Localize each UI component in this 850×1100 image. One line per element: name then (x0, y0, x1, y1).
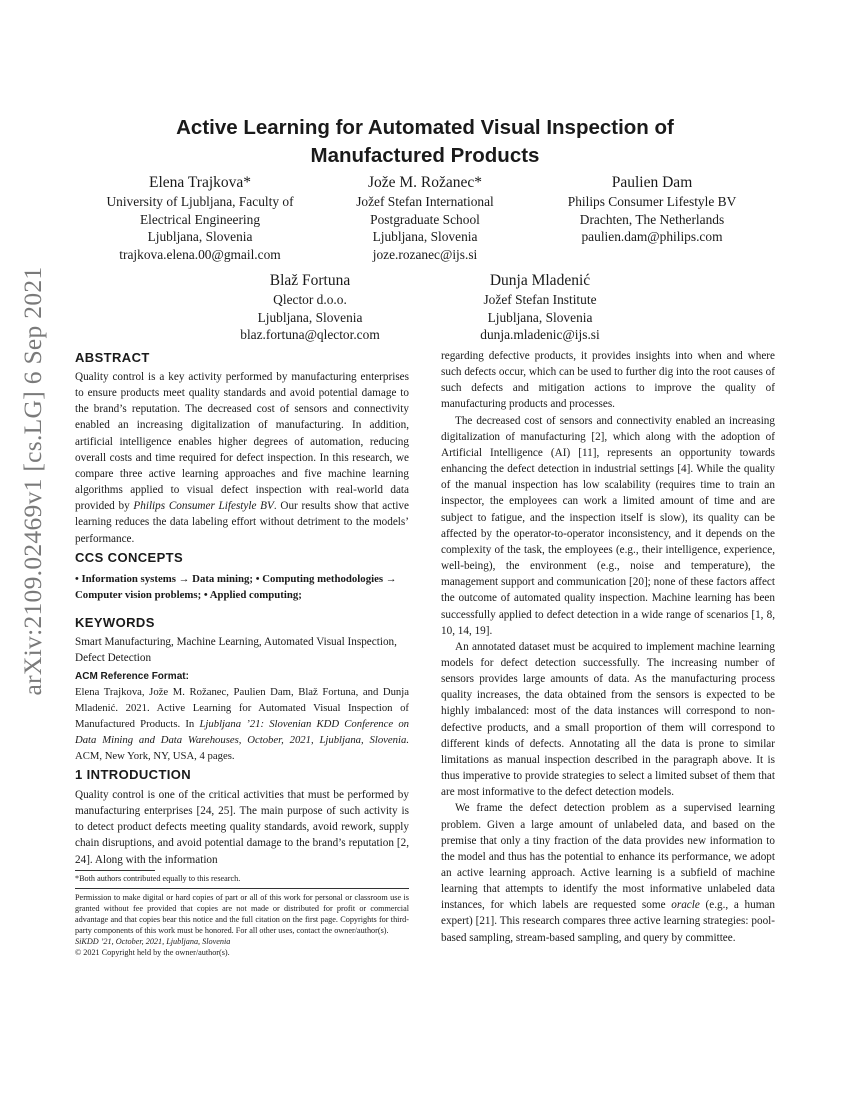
venue-line: SiKDD ’21, October, 2021, Ljubljana, Slovenia (75, 937, 231, 946)
equal-contribution-footnote: *Both authors contributed equally to this research. (75, 874, 241, 883)
footnote-rule (75, 870, 155, 871)
permission-notice (75, 892, 409, 958)
author-location: Drachten, The Netherlands (579, 211, 725, 227)
introduction-section (75, 767, 409, 868)
introduction-heading: 1 INTRODUCTION (75, 767, 192, 782)
author-name: Jože M. Rožanec* (367, 174, 483, 191)
introduction-continued (441, 348, 775, 946)
author-block-4 (200, 271, 420, 344)
author-location: Ljubljana, Slovenia (372, 229, 478, 244)
title-line-1: Active Learning for Automated Visual Inspection of (176, 116, 674, 139)
keywords-text: Smart Manufacturing, Machine Learning, Automated Visual Inspection, Defect Detection (75, 636, 397, 665)
arxiv-identifier-text: arXiv:2109.02469v1 [cs.LG] 6 Sep 2021 (18, 266, 47, 696)
author-block-1 (80, 173, 320, 263)
permission-text: Permission to make digital or hard copies of part or all of this work for personal or classroom use is granted without fee provided that copies are not made or distributed for profit or commercial advantage and that copies bear this notice and the full citation on the first page. Copyrights for third-party components of this work must be honored. For all other uses, contact the owner/author(s). (75, 893, 409, 935)
acm-reference-section (75, 670, 409, 764)
intro-paragraph-1: regarding defective products, it provides insights into when and where such defects occur, which can be used to further dig into the root causes of such defects and mitigation actions to improve the quality of manufacturing products and processes. (441, 350, 775, 411)
author-email: dunja.mladenic@ijs.si (480, 327, 600, 342)
author-affiliation: Postgraduate School (370, 211, 480, 227)
intro-paragraph-3: An annotated dataset must be acquired to implement machine learning models for defect detection successfully. The increasing number of sensors provides large amounts of data. As the manufacturing process quality increases, the data obtained from the sensors is expected to be highly imbalanced: most of the data instances will correspond to non-defective products, and a small proportion of them will correspond to different kinds of defects. Annotating all the data is prone to similar limitations as manual inspection described in the paragraph above. It is thus imperative to provide strategies to select a limited subset of them that are most informative to the defect detection models. (441, 640, 775, 799)
author-name: Dunja Mladenić (489, 272, 591, 289)
ccs-heading: CCS CONCEPTS (75, 550, 184, 565)
author-email: blaz.fortuna@qlector.com (240, 327, 380, 342)
author-block-2 (305, 173, 545, 263)
title-line-2: Manufactured Products (310, 144, 540, 167)
arxiv-identifier (8, 266, 58, 696)
author-name: Paulien Dam (611, 174, 693, 191)
ccs-section (75, 550, 409, 603)
paper-title (0, 114, 850, 170)
author-location: Ljubljana, Slovenia (487, 309, 593, 325)
author-block-3 (527, 173, 777, 246)
author-affiliation: Philips Consumer Lifestyle BV (567, 194, 737, 209)
intro-paragraph-2: The decreased cost of sensors and connectivity enabled an increasing digitalization of manufacturing [2], which along with the adoption of Artificial Intelligence (AI) [11], represents an opportunity towards enhancing the defect detection in industrial settings [4]. While the quality of the manual inspection has low scalability (requires time to train an inspector, the employees can work a limited amount of time and are subject to fatigue, and the inspection itself is slow), its quality can be affected by the operator-to-operator inconsistency, and it depends on the complexity of the task, the employees (e.g., their intelligence, experience, well-being), the environment (e.g., noise and temperature), the management support and communication [20]; none of these factors affect the outcome of automated quality inspection. Machine learning has been successfully applied to defect detection in a wide range of scenarios [1, 8, 10, 14, 19]. (441, 414, 775, 637)
author-affiliation: Qlector d.o.o. (273, 292, 347, 307)
author-name: Elena Trajkova* (148, 174, 252, 191)
author-email: joze.rozanec@ijs.si (372, 246, 478, 262)
acm-reference-heading: ACM Reference Format: (75, 671, 189, 682)
abstract-section (75, 350, 409, 547)
author-affiliation: University of Ljubljana, Faculty of (106, 194, 294, 209)
copyright-line: © 2021 Copyright held by the owner/author(s). (75, 948, 230, 957)
author-affiliation: Jožef Stefan Institute (483, 292, 597, 307)
keywords-section (75, 615, 409, 666)
author-location: Ljubljana, Slovenia (257, 309, 363, 325)
permission-rule (75, 888, 409, 889)
ccs-text: • Information systems → Data mining; • Computing methodologies → Computer vision problems; • Applied computing; (75, 573, 397, 602)
acm-reference-text: Elena Trajkova, Jože M. Rožanec, Paulien Dam, Blaž Fortuna, and Dunja Mladenić. 2021. Active Learning for Automated Visual Inspection of Manufactured Products. In Ljubljana ’21: Slovenian KDD Conference on Data Mining and Data Warehouses, October, 2021, Ljubljana, Slovenia. ACM, New York, NY, USA, 4 pages. (75, 686, 410, 762)
keywords-heading: KEYWORDS (75, 615, 155, 630)
author-affiliation: Electrical Engineering (139, 211, 261, 227)
introduction-text: Quality control is one of the critical activities that must be performed by manufacturing enterprises [24, 25]. The main purpose of such activity is to detect product defects meeting quality standards, avoid rework, supply chain disruptions, and avoid potential damage to the brand’s reputation [2, 24]. Along with the information (75, 789, 409, 866)
intro-paragraph-4: We frame the defect detection problem as a supervised learning problem. Given a large amount of unlabeled data, and based on the premise that only a tiny fraction of the data provides new information to the model and thus has the potential to enhance its performance, we adopt an active learning approach. Active learning is a subfield of machine learning that attempts to identify the most informative unlabeled data instances, for which labels are requested some oracle (e.g., a human expert) [21]. This research compares three active learning strategies: pool-based sampling, stream-based sampling, and query by committee. (441, 802, 775, 944)
author-location: Ljubljana, Slovenia (147, 229, 253, 244)
abstract-text: Quality control is a key activity performed by manufacturing enterprises to ensure products meet quality standards and avoid potential damage to the brand’s reputation. The decreased cost of sensors and connectivity enabled an increasing digitalization of manufacturing. In addition, artificial intelligence enables higher degrees of automation, reducing overall costs and time required for defect inspection. In this research, we compare three active learning approaches and five machine learning algorithms applied to visual defect inspection with real-world data provided by Philips Consumer Lifestyle BV. Our results show that active learning reduces the data labeling effort without detriment to the models’ performance. (75, 371, 409, 545)
author-email: paulien.dam@philips.com (581, 229, 723, 244)
author-affiliation: Jožef Stefan International (356, 194, 494, 209)
abstract-heading: ABSTRACT (75, 350, 150, 365)
author-block-5 (430, 271, 650, 344)
author-email: trajkova.elena.00@gmail.com (119, 246, 281, 262)
author-name: Blaž Fortuna (269, 272, 351, 289)
